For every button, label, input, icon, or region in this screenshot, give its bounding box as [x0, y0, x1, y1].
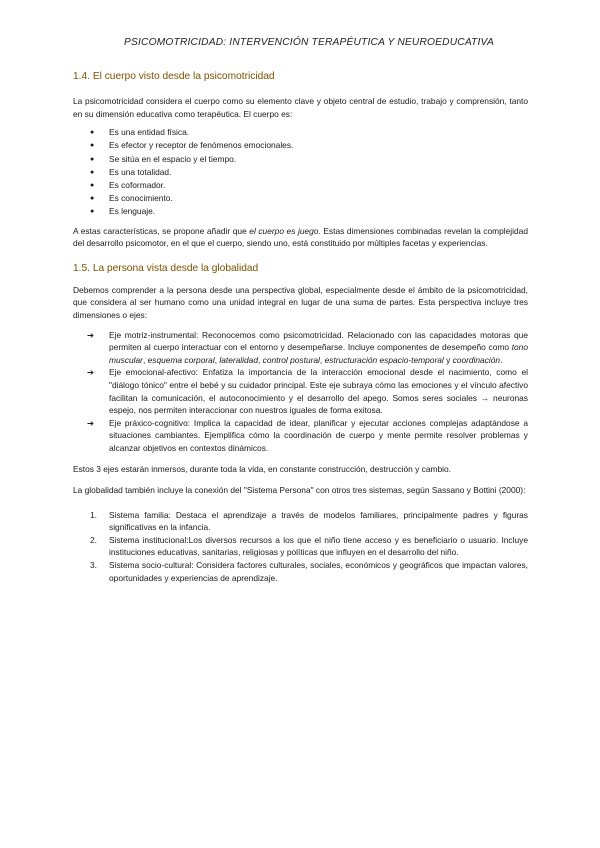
list-number: 2. — [90, 534, 97, 545]
list-item: 1. Sistema familia: Destaca el aprendizaje a través de modelos familiares, principalmente padres y figuras significativas en la infancia. — [90, 509, 528, 533]
systems-list — [73, 509, 528, 585]
axis-item-praxico: ➔ Eje práxico-cognitivo: Implica la capacidad de idear, planificar y ejecutar acciones complejas adaptándose a situaciones cambiantes. Ejemplifica cómo la coordinación de cuerpo y mente permite resolver problemas y alcanzar objetivos en contextos dinámicos. — [87, 417, 528, 453]
bullet-icon: ● — [90, 155, 95, 163]
arrow-right-icon: ➔ — [87, 329, 95, 340]
list-item: ● Es coformador. — [73, 179, 528, 192]
section-1-5-intro: Debemos comprender a la persona desde una perspectiva global, especialmente desde el ámbito de la psicomotricidad, que considera al ser humano como una unidad integral en lugar de una suma de partes. Esta perspectiva incluye tres dimensiones o ejes: — [73, 284, 528, 320]
bullet-icon: ● — [90, 182, 95, 189]
list-item: ● Es conocimiento. — [73, 192, 528, 205]
axes-list — [73, 329, 528, 455]
arrow-right-icon: ➔ — [87, 417, 95, 428]
axes-summary: Estos 3 ejes estarán inmersos, durante toda la vida, en constante construcción, destrucción y cambio. — [73, 463, 452, 474]
bullet-icon: ● — [90, 208, 95, 216]
list-item: 2. Sistema institucional:Los diversos recursos a los que el niño tiene acceso y es beneficiario o usuario. Incluye instituciones educativas, sanitarias, religiosas y políticas que influyen en el desarrollo del niño. — [90, 534, 528, 558]
list-item: ● Es lenguaje. — [73, 205, 528, 218]
list-item: ● Es una totalidad. — [73, 166, 528, 179]
systems-intro: La globalidad también incluye la conexión del "Sistema Persona" con otros tres sistemas, según Sassano y Bottini (2000): — [73, 485, 526, 496]
section-1-4-intro: La psicomotricidad considera el cuerpo como su elemento clave y objeto central de estudio, trabajo y comprensión, tanto en su dimensión educativa como terapéutica. El cuerpo es: — [73, 96, 528, 119]
section-heading-1-4: 1.4. El cuerpo visto desde la psicomotricidad — [73, 71, 275, 82]
axis-item-emocional: ➔ Eje emocional-afectivo: Enfatiza la importancia de la interacción emocional desde el nacimiento, como el "diálogo tónico" entre el bebé y su cuidador principal. Este eje subraya cómo las emociones y el vínculo afectivo facilitan la comunicación, el autoconocimiento y el desarrollo del apego. Somos seres sociales → neuronas espejo, nos permiten interaccionar con nuestros iguales de forma exitosa. — [87, 367, 528, 416]
bullet-icon: ● — [90, 142, 95, 150]
axis-item-motriz: ➔ Eje motriz-instrumental: Reconocemos como psicomotricidad. Relacionado con las capacidades motoras que permiten al cuerpo interactuar con el entorno y desempeñarse. Incluye componentes de desempeño como tono muscular, esquema corporal, lateralidad, control postural, estructuración espacio-temporal y coordinación. — [87, 329, 528, 365]
list-item: ● Es efector y receptor de fenómenos emocionales. — [73, 139, 528, 152]
running-header: PSICOMOTRICIDAD: INTERVENCIÓN TERAPÉUTICA Y NEUROEDUCATIVA — [124, 37, 494, 48]
list-number: 3. — [90, 560, 97, 571]
bullet-icon: ● — [90, 195, 95, 203]
bullet-icon: ● — [90, 129, 95, 137]
list-item: ● Es una entidad física. — [73, 126, 528, 139]
arrow-right-icon: ➔ — [87, 367, 95, 378]
body-characteristics-list — [73, 126, 528, 218]
section-heading-1-5: 1.5. La persona vista desde la globalidad — [73, 262, 259, 274]
list-item: 3. Sistema socio-cultural: Considera factores culturales, sociales, económicos y geográficos que impactan valores, oportunidades y experiencias de aprendizaje. — [90, 560, 528, 583]
list-number: 1. — [90, 509, 97, 520]
section-1-4-closing: A estas características, se propone añadir que el cuerpo es juego. Estas dimensiones combinadas revelan la complejidad del desarrollo psicomotor, en el que el cuerpo, siendo uno, está constituido por múltiples facetas y experiencias. — [73, 225, 528, 249]
bullet-icon: ● — [90, 168, 95, 176]
page-content — [73, 70, 528, 584]
list-item: ● Se sitúa en el espacio y el tiempo. — [73, 153, 528, 166]
emphasis-text: el cuerpo es juego — [249, 225, 319, 236]
